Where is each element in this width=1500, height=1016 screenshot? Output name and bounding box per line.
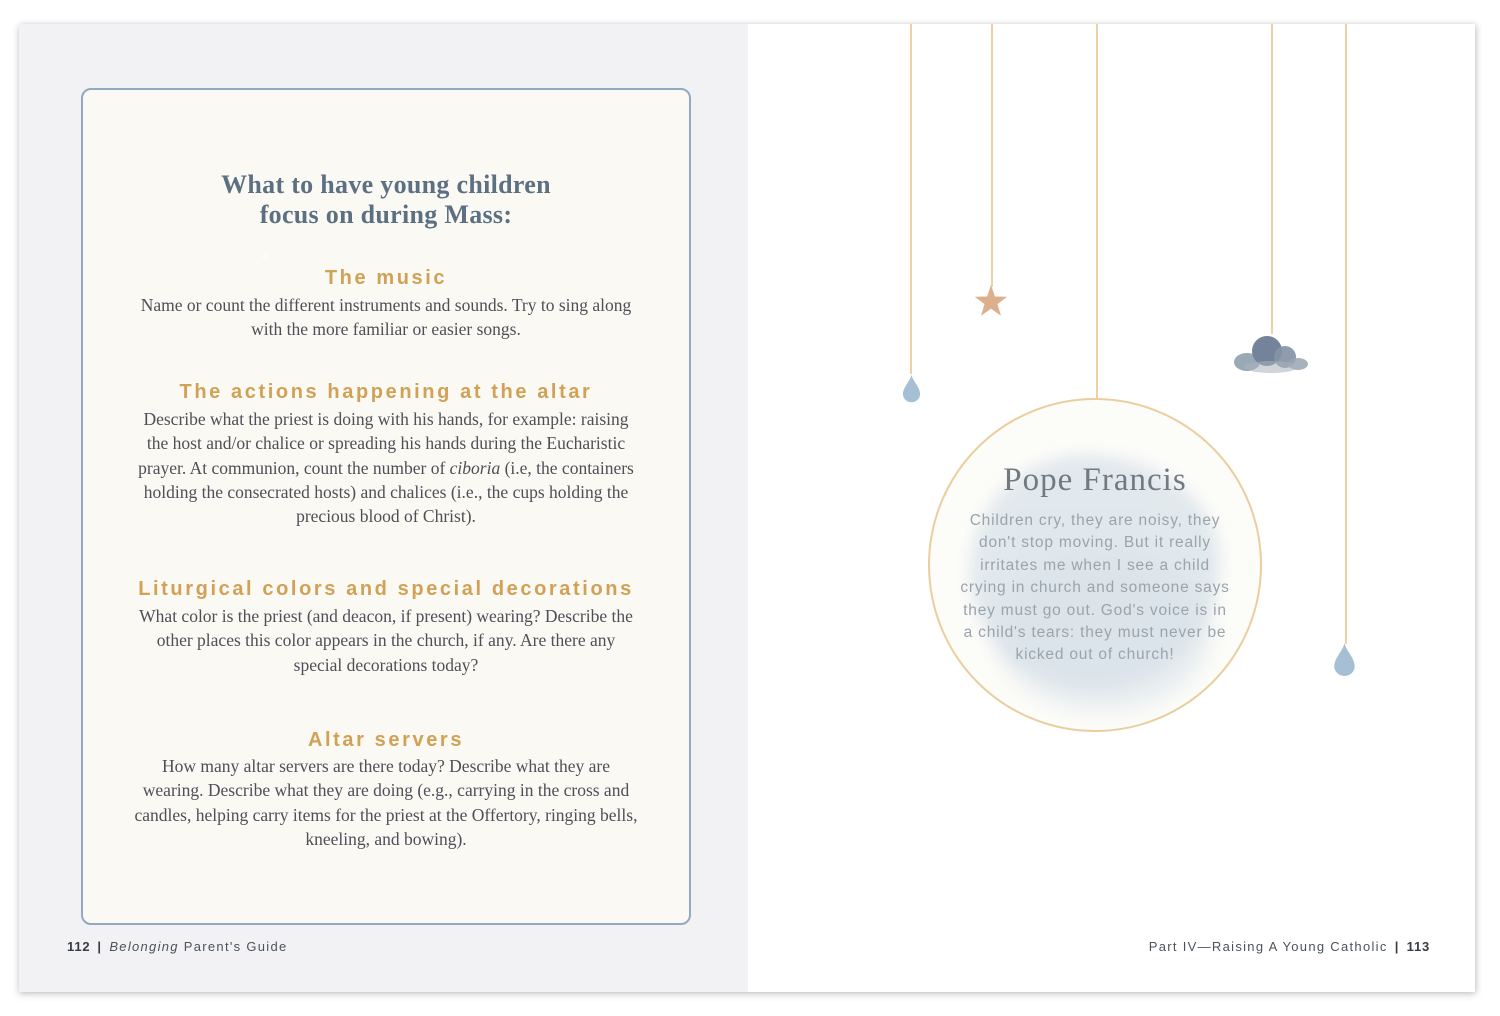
body-text-before: Describe what the priest is doing with his hands, for example: raising the host and/or chalice or spreading his hands during the Eucharistic prayer. At communion, count the number of (138, 409, 629, 478)
footer-separator-right: | (1394, 939, 1400, 954)
section-heading-altar-servers: Altar servers (307, 729, 465, 751)
cloud-icon (1231, 333, 1311, 380)
footer-separator: | (97, 939, 103, 954)
section-heading-altar-actions: The actions happening at the altar (179, 381, 593, 403)
section-body-music: Name or count the different instruments and sounds. Try to sing along with the more familiar or easier songs. (140, 295, 632, 340)
section-body-altar-servers: How many altar servers are there today? Describe what they are wearing. Describe what they are doing (e.g., carrying in the cross and candles, helping carry items for the priest at the Offertory, ringing bells, kneeling, and bowing). (134, 756, 638, 849)
right-page-number: 113 (1406, 939, 1430, 954)
quote-attribution: Pope Francis (1003, 462, 1187, 498)
section-heading-music: The music (324, 267, 448, 289)
body-text-after: (i.e, the containers holding the consecrated hosts) and chalices (i.e., the cups holding the precious blood of Christ). (143, 457, 634, 527)
box-title (83, 170, 689, 230)
section-body-liturgical-colors: What color is the priest (and deacon, if present) wearing? Describe the other places this color appears in the church, if any. Are there any special decorations today? (139, 606, 633, 675)
hanging-string-2 (991, 24, 993, 287)
hanging-string-3 (1096, 24, 1098, 398)
star-icon (974, 285, 1008, 324)
hanging-string-4 (1271, 24, 1273, 334)
left-page (19, 24, 748, 992)
focus-list-box (81, 88, 691, 925)
quote-circle (928, 398, 1262, 732)
section-title: Part IV—Raising A Young Catholic (1148, 939, 1388, 954)
quote-text: Children cry, they are noisy, they don't stop moving. But it really irritates me when I see a child crying in church and someone says they must go out. God's voice is in a child's tears: they must never be kicked out of church! (960, 512, 1230, 664)
raindrop-icon-large (1333, 642, 1356, 681)
left-page-footer (67, 939, 288, 954)
hanging-string-5 (1345, 24, 1347, 644)
raindrop-icon-small (902, 373, 921, 408)
section-heading-liturgical-colors: Liturgical colors and special decorations (138, 578, 634, 600)
book-subtitle: Parent's Guide (178, 939, 288, 954)
box-title-line2: focus on during Mass: (259, 200, 513, 229)
book-spread (19, 24, 1475, 992)
book-title: Belonging (109, 939, 179, 954)
right-page-footer (1149, 939, 1430, 954)
section-body-altar-actions (134, 407, 639, 528)
body-text-italic-term: ciboria (449, 457, 501, 478)
hanging-string-1 (910, 24, 912, 374)
left-page-number: 112 (67, 939, 91, 954)
box-title-line1: What to have young children (221, 170, 551, 199)
